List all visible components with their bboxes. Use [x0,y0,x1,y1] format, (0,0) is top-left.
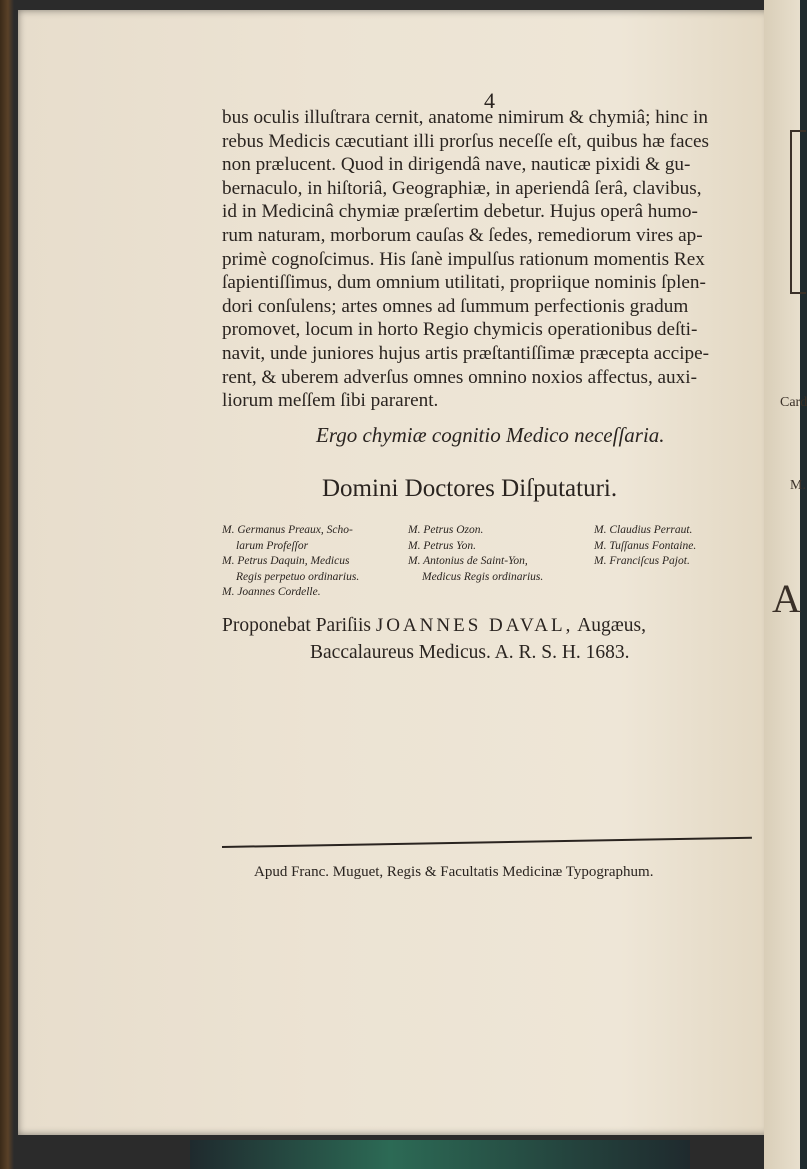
ornament-frame [790,130,806,294]
adjacent-fragment: Card [780,395,807,410]
paragraph-line: liorum meſſem ſibi pararent. [222,390,439,412]
paragraph-line: rum naturam, morborum cauſas & ſedes, remediorum vires ap- [222,224,703,246]
adjacent-fragment: M. [790,478,806,493]
paragraph-line: navit, unde juniores hujus artis præſtantiſſimæ præcepta accipe- [222,342,710,364]
paragraph-line: promovet, locum in horto Regio chymicis operationibus deſti- [222,319,698,341]
doctor-entry: M. Germanus Preaux, Scho- [222,524,353,536]
paragraph-line: non prælucent. Quod in dirigendâ nave, nauticæ pixidi & gu- [222,154,691,176]
paragraph-line: id in Medicinâ chymiæ præſertim debetur. Hujus operâ humo- [222,201,698,223]
doctor-entry: M. Antonius de Saint-Yon, [408,555,528,567]
doctor-entry: M. Joannes Cordelle. [222,586,321,598]
conclusion-line: Ergo chymiæ cognitio Medico neceſſaria. [316,423,665,447]
paragraph-line: primè cognoſcimus. His ſanè impulſus rationum momentis Rex [222,248,705,270]
doctors-column-3 [594,523,764,570]
respondent-name: JOANNES DAVAL, [375,615,574,636]
doctors-column-2 [408,523,593,585]
doctor-entry: M. Petrus Yon. [408,539,476,552]
adjacent-page [764,0,807,1169]
doctor-entry: M. Tuſſanus Fontaine. [594,539,697,552]
proponebat-line-1 [222,612,646,639]
proponebat-block [222,612,646,666]
doctor-entry: Medicus Regis ordinarius. [422,570,544,583]
paragraph-line: rent, & uberem adverſus omnes omnino noxios affectus, auxi- [222,366,697,388]
printer-imprint: Apud Franc. Muguet, Regis & Facultatis Medicinæ Typographum. [254,864,654,880]
doctor-entry: M. Petrus Daquin, Medicus [222,555,350,567]
doctor-entry: Regis perpetuo ordinarius. [236,570,360,583]
paragraph-line: rebus Medicis cæcutiant illi prorſus neceſſe eſt, quibus hæ faces [222,130,710,152]
paragraph-line: ſapientiſſimus, dum omnium utilitati, propriique nominis ſplen- [222,272,706,294]
main-paragraph [222,106,762,413]
adjacent-fragment: A [772,576,801,621]
doctor-entry: M. Petrus Ozon. [408,524,484,536]
doctor-entry: M. Claudius Perraut. [594,524,693,536]
paragraph-line: dori conſulens; artes omnes ad ſummum perfectionis gradum [222,295,689,317]
doctor-entry: larum Profeſſor [236,539,309,552]
doctors-heading: Domini Doctores Diſputaturi. [322,475,618,502]
proponebat-line-2: Baccalaureus Medicus. A. R. S. H. 1683. [310,642,630,663]
page-number: 4 [484,88,495,113]
doctor-entry: M. Franciſcus Pajot. [594,555,690,567]
paragraph-line: bernaculo, in hiſtoriâ, Geographiæ, in aperiendâ ſerâ, clavibus, [222,177,702,199]
book-edge [190,1140,690,1169]
proponebat-prefix: Proponebat Pariſiis [222,615,371,636]
respondent-origin: Augæus, [577,615,646,636]
paragraph-line: bus oculis illuſtrara cernit, anatome nimirum & chymiâ; hinc in [222,107,708,128]
doctors-column-1 [222,523,407,601]
